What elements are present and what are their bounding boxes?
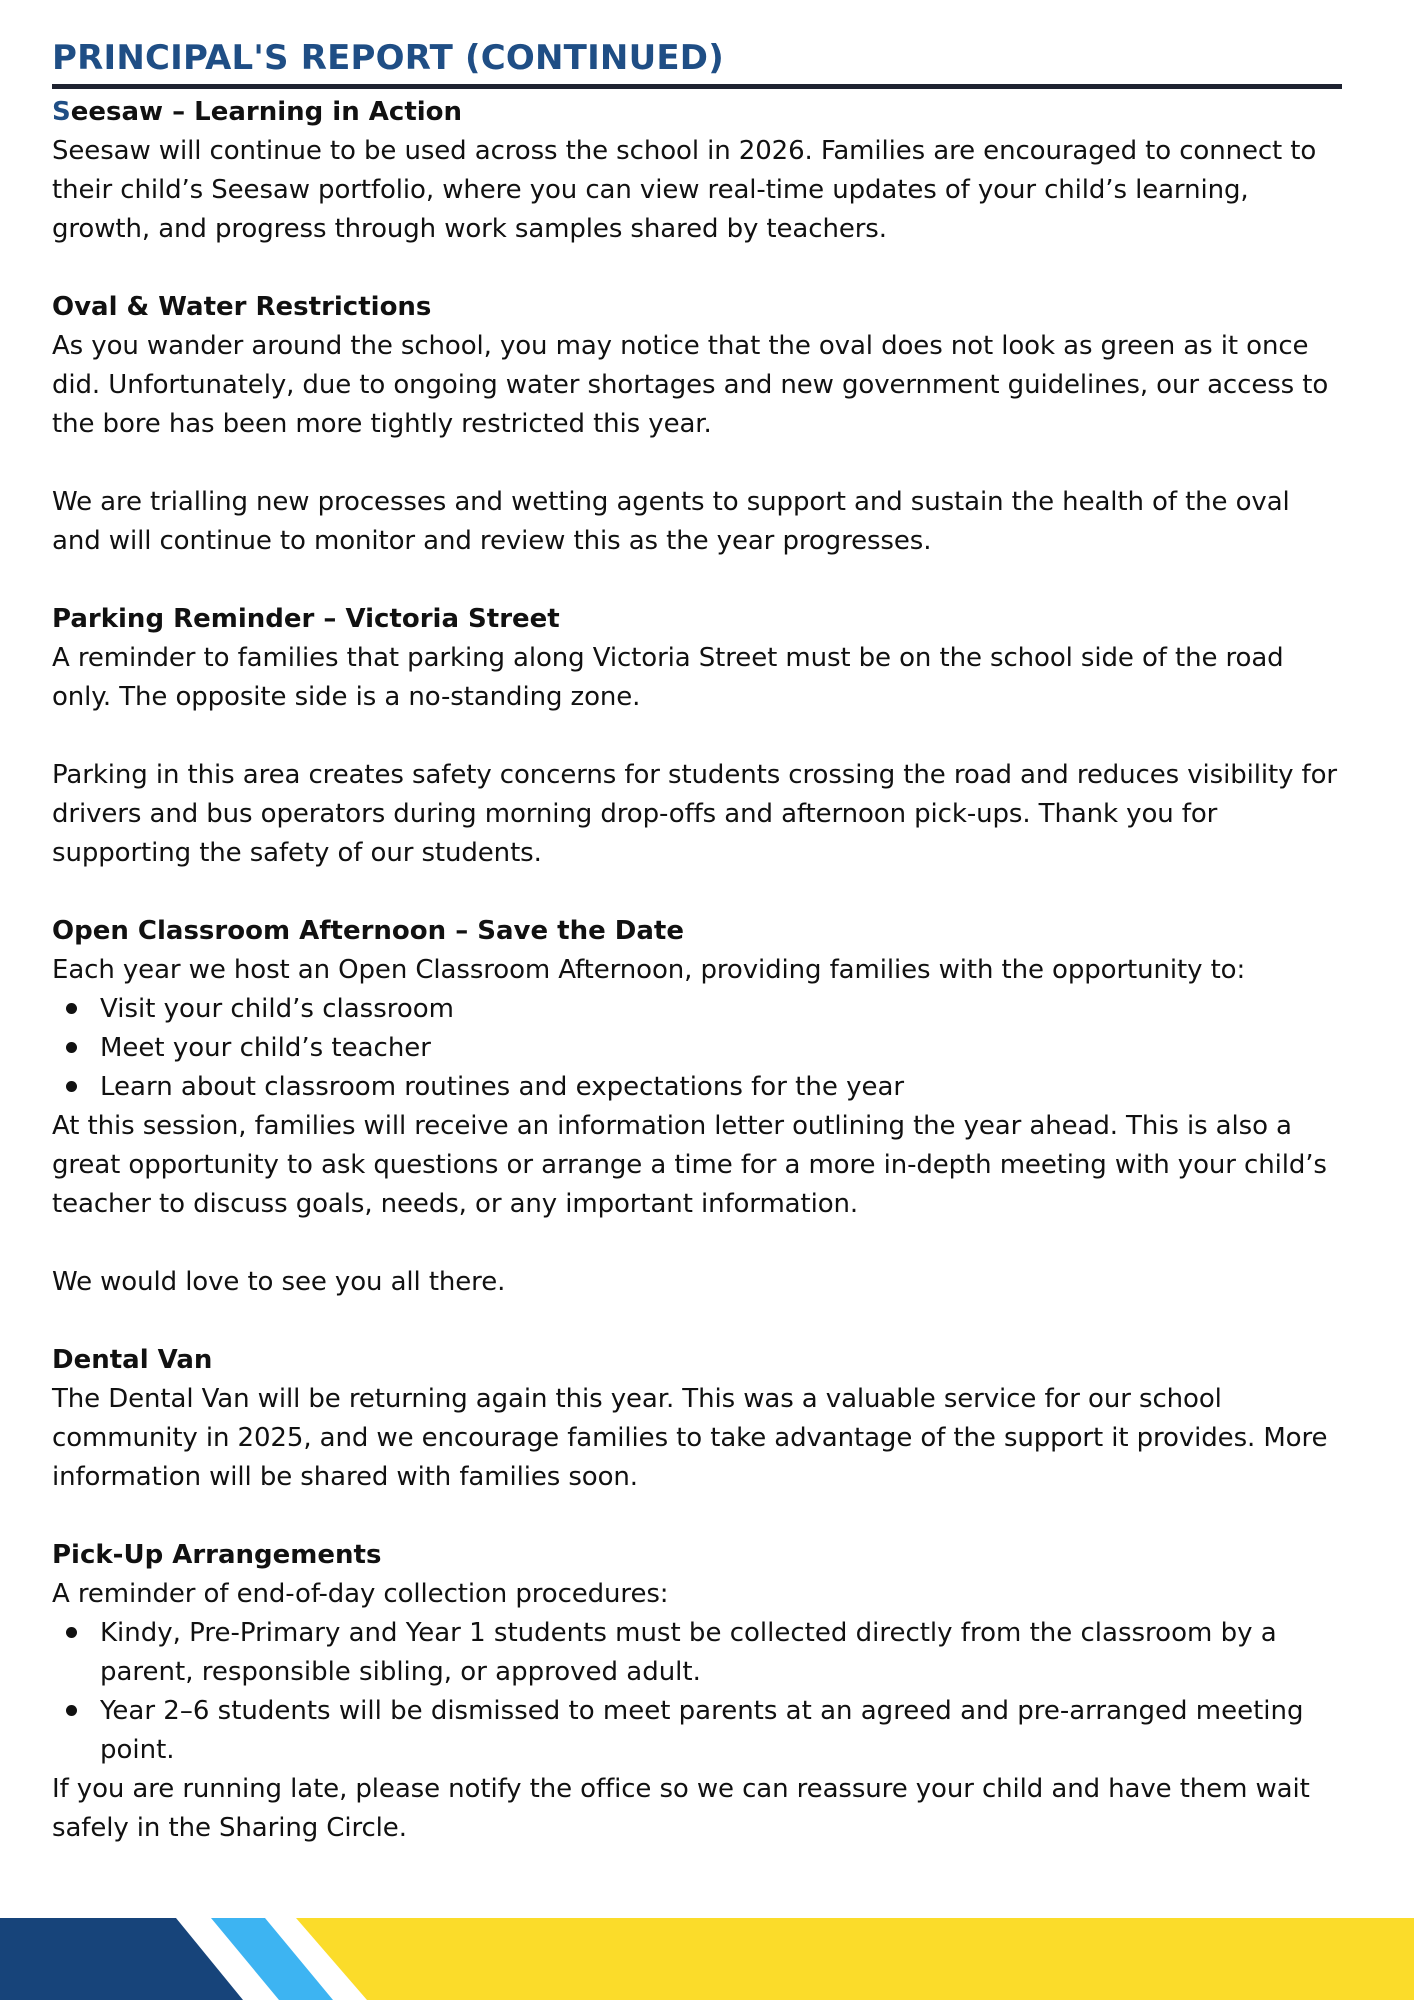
section-oval-water bbox=[52, 288, 1342, 561]
paragraph: A reminder of end-of-day collection procedures: bbox=[52, 1579, 669, 1609]
paragraph: At this session, families will receive an information letter outlining the year ahead. This is also a great opportunity to ask questions or arrange a time for a more in-depth meeting with your child’s teacher to discuss goals, needs, or any important information. bbox=[52, 1111, 1327, 1219]
bullet-list bbox=[52, 990, 1342, 1107]
section-open-classroom bbox=[52, 912, 1342, 1302]
section-heading: Open Classroom Afternoon – Save the Date bbox=[52, 916, 684, 946]
section-heading: Parking Reminder – Victoria Street bbox=[52, 604, 560, 634]
bullet-icon bbox=[66, 1081, 77, 1092]
paragraph: As you wander around the school, you may notice that the oval does not look as green as it once did. Unfortunately, due to ongoing water shortages and new government guidelines, our access to the bore has been more tightly restricted this year. bbox=[52, 331, 1329, 439]
list-item: Meet your child’s teacher bbox=[52, 1029, 1342, 1068]
list-item: Learn about classroom routines and expectations for the year bbox=[52, 1068, 1342, 1107]
bullet-list bbox=[52, 1614, 1342, 1770]
section-dental-van bbox=[52, 1341, 1342, 1497]
paragraph: A reminder to families that parking along Victoria Street must be on the school side of the road only. The opposite side is a no-standing zone. bbox=[52, 643, 1284, 712]
paragraph: We are trialling new processes and wetting agents to support and sustain the health of the oval and will continue to monitor and review this as the year progresses. bbox=[52, 487, 1290, 556]
bullet-icon bbox=[66, 1705, 77, 1716]
section-seesaw bbox=[52, 93, 1342, 249]
footer-decorative-band bbox=[0, 1918, 1414, 2000]
section-pick-up bbox=[52, 1536, 1342, 1848]
heading-initial: S bbox=[52, 97, 71, 127]
paragraph: Parking in this area creates safety concerns for students crossing the road and reduces visibility for drivers and bus operators during morning drop-offs and afternoon pick-ups. Thank you for supporting the safety of our students. bbox=[52, 760, 1337, 868]
paragraph: Each year we host an Open Classroom Afternoon, providing families with the opportunity to: bbox=[52, 955, 1246, 985]
paragraph: The Dental Van will be returning again this year. This was a valuable service for our school community in 2025, and we encourage families to take advantage of the support it provides. More information will be shared with families soon. bbox=[52, 1384, 1328, 1492]
page-content bbox=[52, 36, 1342, 1887]
heading-rest: eesaw – Learning in Action bbox=[70, 97, 463, 127]
paragraph: If you are running late, please notify the office so we can reassure your child and have them wait safely in the Sharing Circle. bbox=[52, 1774, 1310, 1843]
paragraph: Seesaw will continue to be used across the school in 2026. Families are encouraged to connect to their child’s Seesaw portfolio, where you can view real-time updates of your child’s learning, growth, and progress through work samples shared by teachers. bbox=[52, 136, 1317, 244]
section-parking bbox=[52, 600, 1342, 873]
section-heading: Dental Van bbox=[52, 1345, 213, 1375]
section-heading: Pick-Up Arrangements bbox=[52, 1540, 382, 1570]
bullet-icon bbox=[66, 1003, 77, 1014]
list-item: Year 2–6 students will be dismissed to meet parents at an agreed and pre-arranged meeting point. bbox=[52, 1692, 1342, 1770]
list-item: Kindy, Pre-Primary and Year 1 students must be collected directly from the classroom by a parent, responsible sibling, or approved adult. bbox=[52, 1614, 1342, 1692]
section-heading: Oval & Water Restrictions bbox=[52, 292, 432, 322]
list-item: Visit your child’s classroom bbox=[52, 990, 1342, 1029]
section-heading bbox=[52, 93, 1342, 132]
bullet-icon bbox=[66, 1627, 77, 1638]
page-title: PRINCIPAL'S REPORT (CONTINUED) bbox=[52, 38, 724, 78]
title-divider bbox=[52, 84, 1342, 89]
paragraph: We would love to see you all there. bbox=[52, 1267, 506, 1297]
bullet-icon bbox=[66, 1042, 77, 1053]
